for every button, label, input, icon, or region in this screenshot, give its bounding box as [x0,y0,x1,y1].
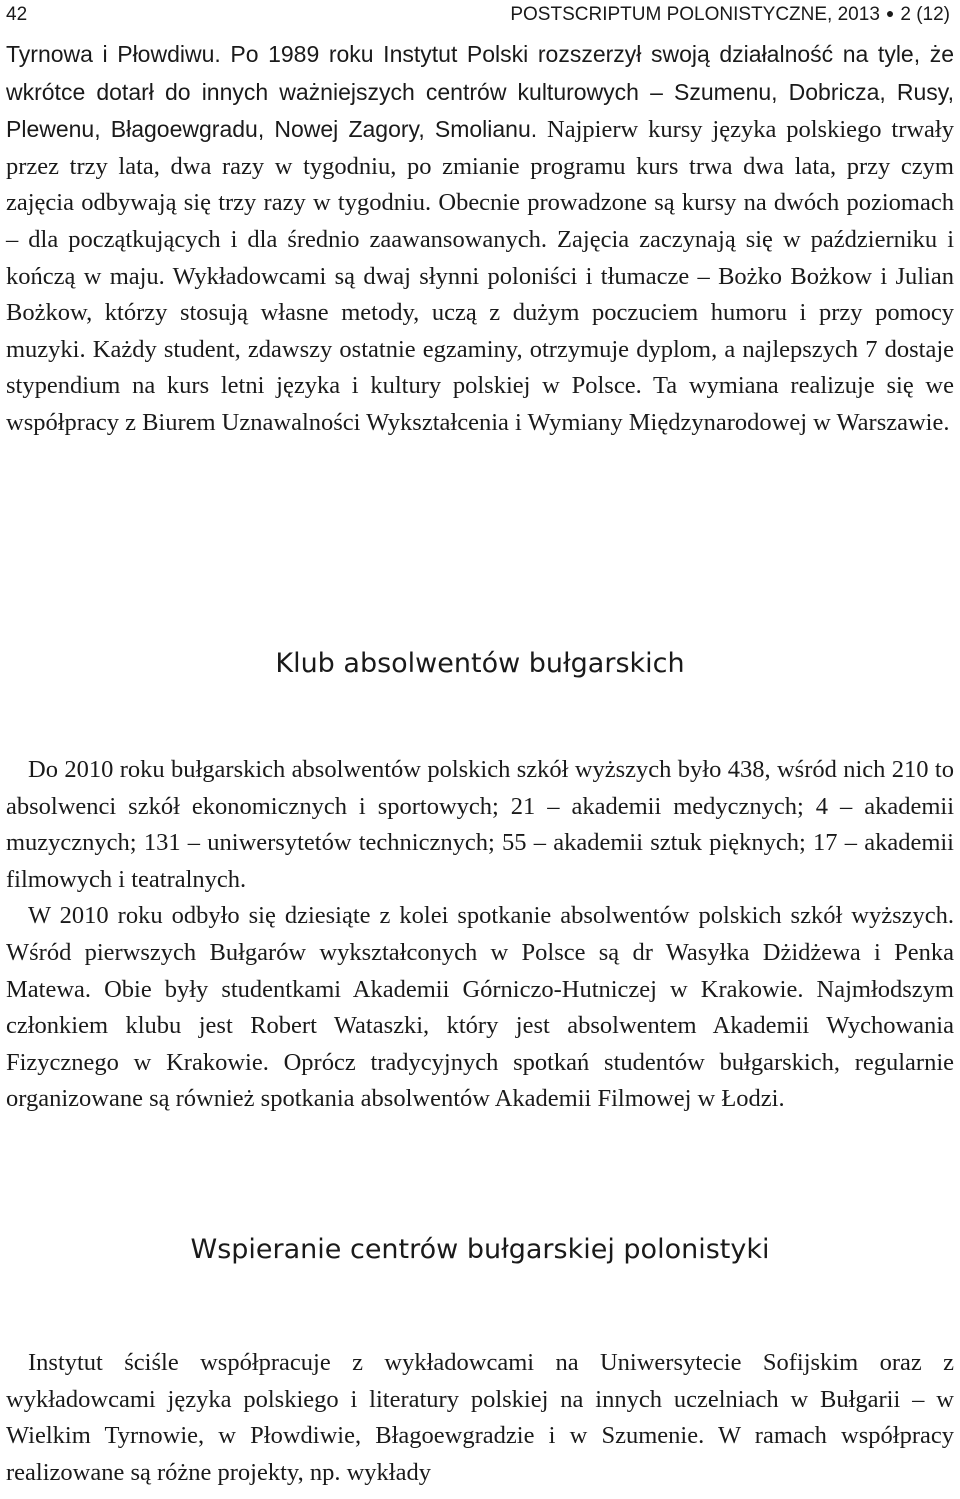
intro-sans-text: Tyrnowa i Płowdiwu. Po 1989 roku Instytut Polski rozszerzył swoją działalność na tyle, że wkrótce dotarł do innych ważniejszych centrów kulturowych – Szumenu, Dobricza, Rusy, Plewenu, Błagoewgradu, Nowej Zagory, Smolianu. [6,41,954,143]
klub-paragraph-1: Do 2010 roku bułgarskich absolwentów polskich szkół wyższych było 438, wśród nich 210 to absolwenci szkół ekonomicznych i sportowych; 21 – akademii medycznych; 4 – akademii muzycznych; 131 – uniwersytetów technicznych; 55 – akademii sztuk pięknych; 17 – akademii filmowych i teatralnych. [6,756,954,893]
section-klub-body [6,752,954,1118]
issue-number: 2 (12) [900,4,950,25]
section-heading-wspieranie: Wspieranie centrów bułgarskiej polonistyki [190,1234,770,1265]
section-heading-klub: Klub absolwentów bułgarskich [275,648,685,679]
journal-title [510,4,950,26]
wspieranie-paragraph-1: Instytut ściśle współpracuje z wykładowcami na Uniwersytecie Sofijskim oraz z wykładowcami języka polskiego i literatury polskiej na innych uczelniach w Bułgarii – w Wielkim Tyrnowie, w Płowdiwie, Błagoewgradzie i w Szumenie. W ramach współpracy realizowane są różne projekty, np. wykłady [6,1349,954,1486]
intro-serif-text: Najpierw kursy języka polskiego trwały przez trzy lata, dwa razy w tygodniu, po zmianie programu kurs trwa dwa lata, przy czym zajęcia odbywają się trzy razy w tygodniu. Obecnie prowadzone są kursy na dwóch poziomach – dla początkujących i dla średnio zaawansowanych. Zajęcia zaczynają się w październiku i kończą w maju. Wykładowcami są dwaj słynni poloniści i tłumacze – Bożko Bożkow i Julian Bożkow, którzy stosują własne metody, uczą z dużym poczuciem humoru i przy pomocy muzyki. Każdy student, zdawszy ostatnie egzaminy, otrzymuje dyplom, a najlepszych 7 dostaje stypendium na kurs letni języka i kultury polskiej w Polsce. Ta wymiana realizuje się we współpracy z Biurem Uznawalności Wykształcenia i Wymiany Międzynarodowej w Warszawie. [6,116,954,436]
bullet-separator: ● [885,5,895,21]
intro-block [6,36,954,442]
intro-paragraph [6,36,954,442]
page-number: 42 [6,4,28,25]
journal-name: POSTSCRIPTUM POLONISTYCZNE, 2013 [510,4,880,25]
klub-paragraph-2: W 2010 roku odbyło się dziesiąte z kolei spotkanie absolwentów polskich szkół wyższych. Wśród pierwszych Bułgarów wykształconych w Polsce są dr Wasyłka Dżidżewa i Penka Matewa. Obie były studentkami Akademii Górniczo-Hutniczej w Krakowie. Najmłodszym członkiem klubu jest Robert Wataszki, który jest absolwentem Akademii Wychowania Fizycznego w Krakowie. Oprócz tradycyjnych spotkań studentów bułgarskich, regularnie organizowane są również spotkania absolwentów Akademii Filmowej w Łodzi. [6,902,954,1113]
running-header [6,2,954,32]
section-wspieranie-body [6,1345,954,1491]
